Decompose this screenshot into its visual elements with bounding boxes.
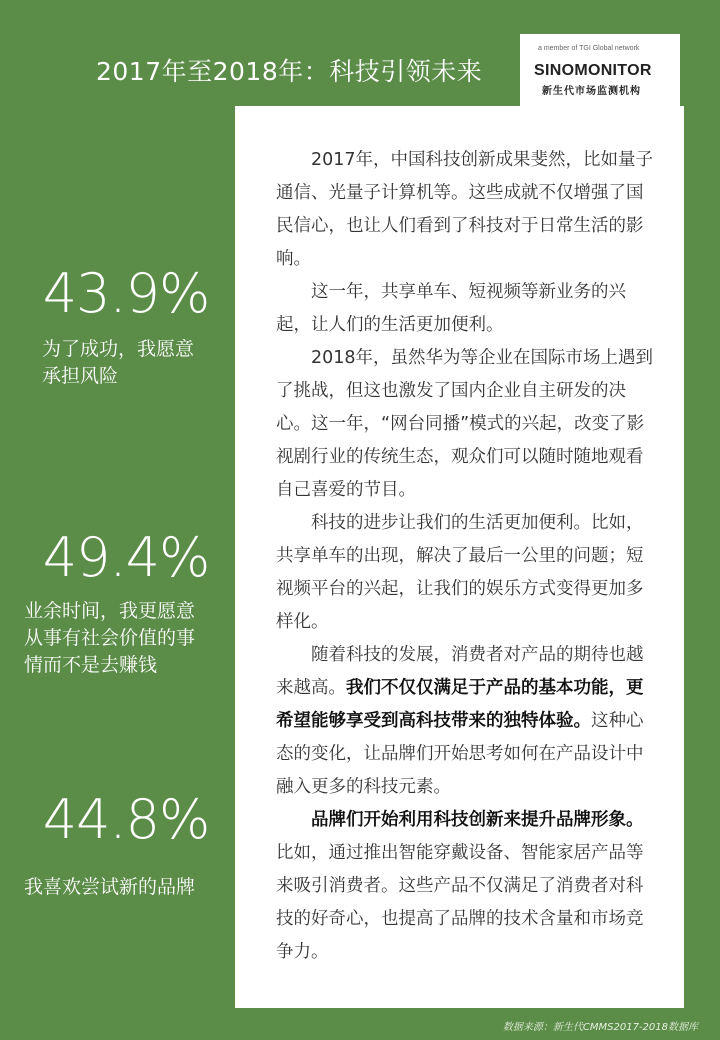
article-paragraph: [276, 804, 657, 969]
paragraph-bold-text: 我们不仅仅满足于产品的基本功能，更希望能够享受到高科技带来的独特体验。: [276, 678, 644, 731]
logo-network-text: a member of TGI Global network: [538, 45, 640, 52]
article-paragraph: 这一年，共享单车、短视频等新业务的兴起，让人们的生活更加便利。: [276, 282, 626, 335]
stat-label-line: 从事有社会价值的事: [24, 627, 196, 649]
stat-label-line: 情而不是去赚钱: [24, 654, 158, 676]
paragraph-text: 这种心态的变化，让品牌们开始思考如何在产品设计中融入更多的科技元素。: [276, 711, 644, 797]
stat-value: 44.8%: [42, 788, 210, 851]
article-paragraph: 科技的进步让我们的生活更加便利。比如，共享单车的出现，解决了最后一公里的问题；短视频平台的兴起，让我们的娱乐方式变得更加多样化。: [276, 513, 644, 632]
paragraph-bold-text: 品牌们开始利用科技创新来提升品牌形象。: [311, 810, 644, 830]
logo-subtitle: 新生代市场监测机构: [542, 86, 641, 97]
stat-label: [24, 874, 195, 901]
stat-value: 43.9%: [42, 262, 210, 325]
paragraph-text: 比如，通过推出智能穿戴设备、智能家居产品等来吸引消费者。这些产品不仅满足了消费者对科技的好奇心，也提高了品牌的技术含量和市场竞争力。: [276, 843, 644, 962]
stat-label-line: 我喜欢尝试新的品牌: [24, 876, 196, 898]
logo-name: SINOMONITOR: [534, 62, 652, 79]
page-title: 2017年至2018年：科技引领未来: [96, 57, 483, 86]
stat-label: [42, 336, 194, 390]
stat-value: 49.4%: [42, 526, 210, 589]
article-paragraph: 2018年，虽然华为等企业在国际市场上遇到了挑战，但这也激发了国内企业自主研发的决心。这一年，“网台同播”模式的兴起，改变了影视剧行业的传统生态，观众们可以随时随地观看自己喜爱的节目。: [276, 348, 654, 500]
article-paragraph: [276, 639, 657, 804]
article-panel: [235, 106, 684, 1008]
stat-label-line: 承担风险: [42, 365, 119, 387]
paragraph-text: 随着科技的发展，消费者对产品的期待也越来越高。: [276, 645, 644, 698]
stat-label-line: 为了成功，我愿意: [42, 338, 195, 360]
stat-label-line: 业余时间，我更愿意: [24, 600, 196, 622]
data-source: 数据来源：新生代CMMS2017-2018数据库: [502, 1022, 698, 1033]
article-paragraph: 2017年，中国科技创新成果斐然，比如量子通信、光量子计算机等。这些成就不仅增强了国民信心，也让人们看到了科技对于日常生活的影响。: [276, 150, 654, 269]
sinomonitor-logo: [520, 34, 680, 106]
stat-label: [24, 598, 195, 679]
